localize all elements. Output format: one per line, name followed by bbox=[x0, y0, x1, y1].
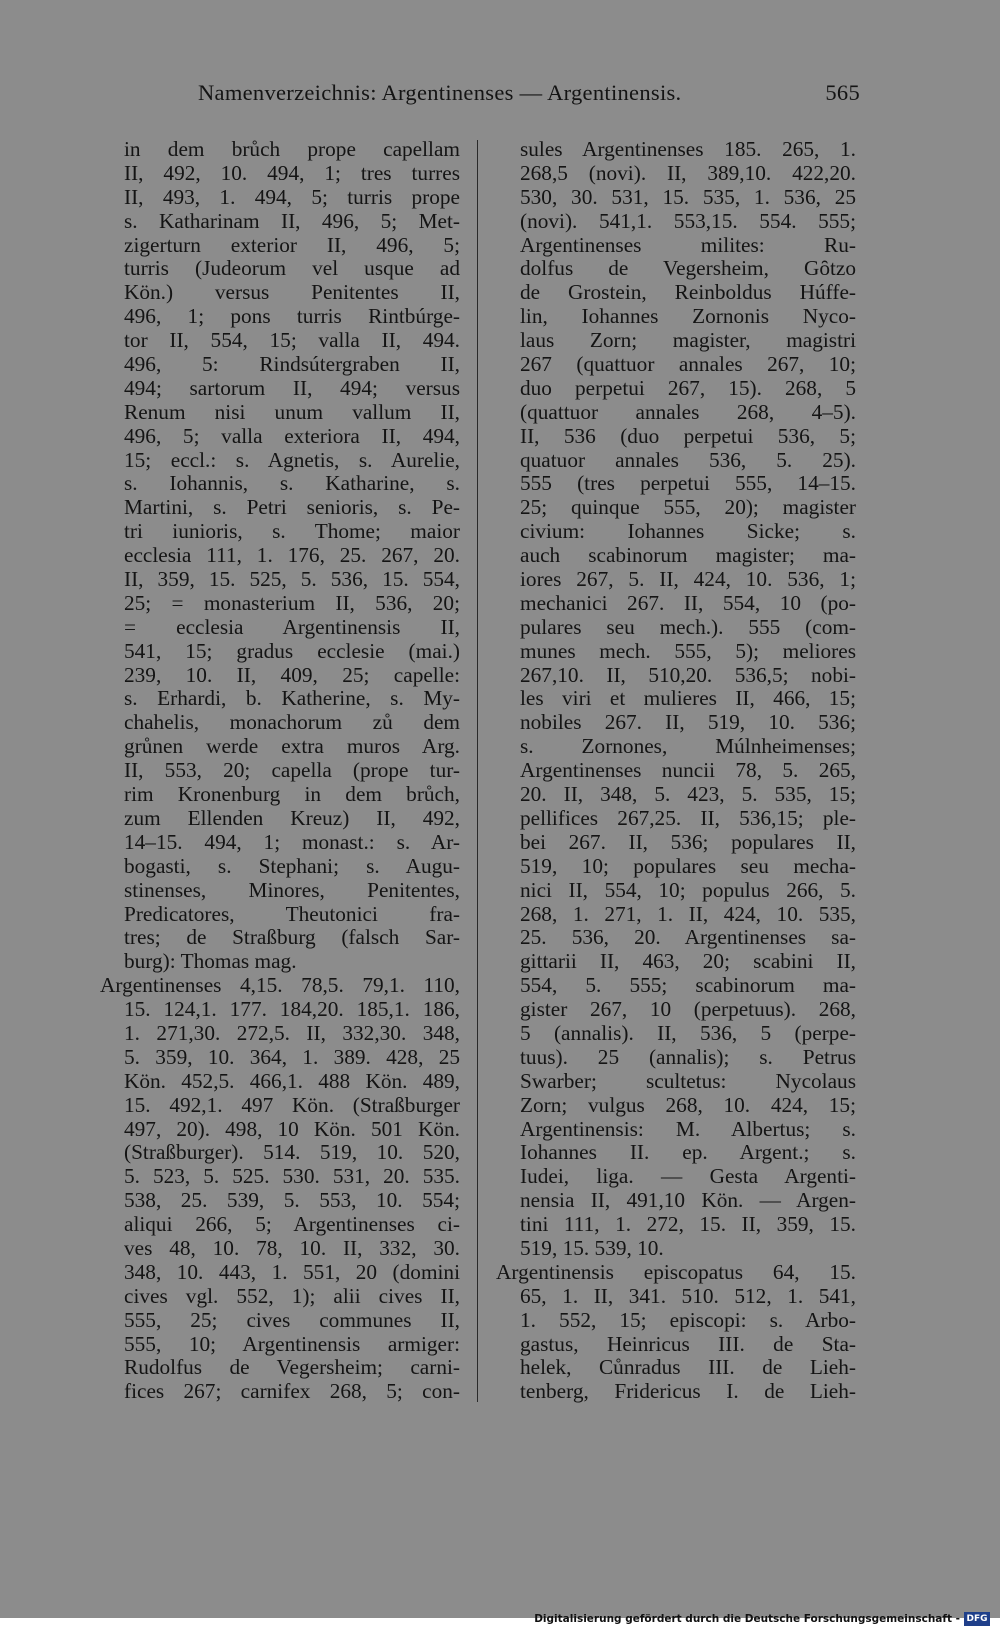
left-column-line: aliqui 266, 5; Argentinenses ci- bbox=[124, 1212, 460, 1237]
right-column-line: 267,10. II, 510,20. 536,5; nobi- bbox=[520, 662, 856, 687]
left-column-line: ecclesia 111, 1. 176, 25. 267, 20. bbox=[124, 543, 460, 568]
left-column-line: 541, 15; gradus ecclesie (mai.) bbox=[124, 638, 460, 663]
left-column-line: 15; eccl.: s. Agnetis, s. Aurelie, bbox=[124, 447, 460, 472]
right-column-line: sules Argentinenses 185. 265, 1. bbox=[520, 137, 856, 161]
left-column-line: 15. 492,1. 497 Kön. (Straßburger bbox=[124, 1092, 460, 1117]
right-column-line: nici II, 554, 10; populus 266, 5. bbox=[520, 877, 856, 902]
left-column-line: turris (Judeorum vel usque ad bbox=[124, 256, 460, 281]
right-column-line: 65, 1. II, 341. 510. 512, 1. 541, bbox=[520, 1283, 856, 1308]
left-column-line: Kön. 452,5. 466,1. 488 Kön. 489, bbox=[124, 1068, 460, 1093]
left-column-line: rim Kronenburg in dem brůch, bbox=[124, 782, 460, 807]
left-column-line: (Straßburger). 514. 519, 10. 520, bbox=[124, 1140, 460, 1165]
footer-text: Digitalisierung gefördert durch die Deutsche Forschungsgemeinschaft - bbox=[534, 1613, 960, 1625]
left-column-line: zum Ellenden Kreuz) II, 492, bbox=[124, 805, 460, 830]
left-column-line: 25; = monasterium II, 536, 20; bbox=[124, 590, 460, 615]
right-column-line: 25; quinque 555, 20); magister bbox=[520, 495, 856, 520]
right-column-line: Zorn; vulgus 268, 10. 424, 15; bbox=[520, 1092, 856, 1117]
left-column-line: grůnen werde extra muros Arg. bbox=[124, 734, 460, 759]
right-column-line: civium: Iohannes Sicke; s. bbox=[520, 519, 856, 544]
running-header bbox=[190, 80, 860, 110]
header-title: Namenverzeichnis: Argentinenses — Argentinensis. bbox=[198, 80, 682, 105]
left-column-line: II, 553, 20; capella (prope tur- bbox=[124, 758, 460, 783]
left-column-line: bogasti, s. Stephani; s. Augu- bbox=[124, 853, 460, 878]
right-column-line: II, 536 (duo perpetui 536, 5; bbox=[520, 423, 856, 448]
right-column-line: Argentinenses nuncii 78, 5. 265, bbox=[520, 758, 856, 783]
right-column-line: 519, 15. 539, 10. bbox=[520, 1235, 664, 1260]
left-column-line: 494; sartorum II, 494; versus bbox=[124, 375, 460, 400]
right-column-line: 1. 552, 15; episcopi: s. Arbo- bbox=[520, 1307, 856, 1332]
right-column-line: iores 267, 5. II, 424, 10. 536, 1; bbox=[520, 567, 856, 592]
left-column-line: Rudolfus de Vegersheim; carni- bbox=[124, 1355, 460, 1380]
right-column-line: helek, Cůnradus III. de Lieh- bbox=[520, 1355, 856, 1380]
left-column-line: 14–15. 494, 1; monast.: s. Ar- bbox=[124, 829, 460, 854]
left-column-line: 496, 5: Rindsútergraben II, bbox=[124, 352, 460, 377]
left-column-line: 496, 1; pons turris Rintbúrge- bbox=[124, 304, 460, 329]
right-column-line: tini 111, 1. 272, 15. II, 359, 15. bbox=[520, 1212, 856, 1237]
left-column-line: 5. 359, 10. 364, 1. 389. 428, 25 bbox=[124, 1044, 460, 1069]
right-column-line: quatuor annales 536, 5. 25). bbox=[520, 447, 856, 472]
right-column-line: munes mech. 555, 5); meliores bbox=[520, 638, 856, 663]
right-column-line: Iohannes II. ep. Argent.; s. bbox=[520, 1140, 856, 1165]
left-column-line: 15. 124,1. 177. 184,20. 185,1. 186, bbox=[124, 997, 460, 1022]
right-column-line: tenberg, Fridericus I. de Lieh- bbox=[520, 1379, 856, 1404]
left-column-line: Martini, s. Petri senioris, s. Pe- bbox=[124, 495, 460, 520]
left-column-line: chahelis, monachorum zů dem bbox=[124, 710, 460, 735]
left-column-line: tor II, 554, 15; valla II, 494. bbox=[124, 328, 460, 353]
right-column-line: gittarii II, 463, 20; scabini II, bbox=[520, 949, 856, 974]
left-column-line: stinenses, Minores, Penitentes, bbox=[124, 877, 460, 902]
right-column-line: 555 (tres perpetui 555, 14–15. bbox=[520, 471, 856, 496]
left-column-line: II, 359, 15. 525, 5. 536, 15. 554, bbox=[124, 567, 460, 592]
left-column-line: 497, 20). 498, 10 Kön. 501 Kön. bbox=[124, 1116, 460, 1141]
right-column-line: gastus, Heinricus III. de Sta- bbox=[520, 1331, 856, 1356]
right-column-line: pellifices 267,25. II, 536,15; ple- bbox=[520, 805, 856, 830]
right-column-line: nobiles 267. II, 519, 10. 536; bbox=[520, 710, 856, 735]
right-column-line: gister 267, 10 (perpetuus). 268, bbox=[520, 997, 856, 1022]
right-column-line: 530, 30. 531, 15. 535, 1. 536, 25 bbox=[520, 184, 856, 209]
left-column-line: zigerturn exterior II, 496, 5; bbox=[124, 232, 460, 257]
right-column-line: de Grostein, Reinboldus Húffe- bbox=[520, 280, 856, 305]
left-column-line: ves 48, 10. 78, 10. II, 332, 30. bbox=[124, 1235, 460, 1260]
left-column-line: 555, 10; Argentinensis armiger: bbox=[124, 1331, 460, 1356]
left-column-line: 555, 25; cives communes II, bbox=[124, 1307, 460, 1332]
right-column-line: 5 (annalis). II, 536, 5 (perpe- bbox=[520, 1020, 856, 1045]
right-column-line: tuus). 25 (annalis); s. Petrus bbox=[520, 1044, 856, 1069]
left-column-line: 1. 271,30. 272,5. II, 332,30. 348, bbox=[124, 1020, 460, 1045]
right-column-line: 20. II, 348, 5. 423, 5. 535, 15; bbox=[520, 782, 856, 807]
right-column-line: mechanici 267. II, 554, 10 (po- bbox=[520, 590, 856, 615]
left-column-line: s. Erhardi, b. Katherine, s. My- bbox=[124, 686, 460, 711]
right-column-line: dolfus de Vegersheim, Gȏtzo bbox=[520, 256, 856, 281]
right-column-line: bei 267. II, 536; populares II, bbox=[520, 829, 856, 854]
right-column-line: s. Zornones, Múlnheimenses; bbox=[520, 734, 856, 759]
right-column-line: (quattuor annales 268, 4–5). bbox=[520, 399, 856, 424]
right-column-line: les viri et mulieres II, 466, 15; bbox=[520, 686, 856, 711]
right-column-line: Iudei, liga. — Gesta Argenti- bbox=[520, 1164, 856, 1189]
right-column-line: laus Zorn; magister, magistri bbox=[520, 328, 856, 353]
left-column-line: tri iunioris, s. Thome; maior bbox=[124, 519, 460, 544]
left-column-line: Predicatores, Theutonici fra- bbox=[124, 901, 460, 926]
left-column-line: 538, 25. 539, 5. 553, 10. 554; bbox=[124, 1188, 460, 1213]
dfg-logo-icon: DFG bbox=[964, 1612, 990, 1626]
left-column-line: = ecclesia Argentinensis II, bbox=[124, 614, 460, 639]
right-column-line: 519, 10; populares seu mecha- bbox=[520, 853, 856, 878]
right-column-line: duo perpetui 267, 15). 268, 5 bbox=[520, 375, 856, 400]
right-column-line: 268,5 (novi). II, 389,10. 422,20. bbox=[520, 160, 856, 185]
left-column-line: Kön.) versus Penitentes II, bbox=[124, 280, 460, 305]
left-column-line: Argentinenses 4,15. 78,5. 79,1. 110, bbox=[100, 973, 460, 998]
right-column-line: nensia II, 491,10 Kön. — Argen- bbox=[520, 1188, 856, 1213]
left-column-line: cives vgl. 552, 1); alii cives II, bbox=[124, 1283, 460, 1308]
right-column bbox=[496, 137, 856, 1404]
left-column-line: Renum nisi unum vallum II, bbox=[124, 399, 460, 424]
left-column-line: in dem brůch prope capellam bbox=[124, 137, 460, 161]
left-column-line: s. Katharinam II, 496, 5; Met- bbox=[124, 208, 460, 233]
left-column-line: fices 267; carnifex 268, 5; con- bbox=[124, 1379, 460, 1404]
right-column-line: Argentinensis: M. Albertus; s. bbox=[520, 1116, 856, 1141]
left-column-line: II, 493, 1. 494, 5; turris prope bbox=[124, 184, 460, 209]
footer bbox=[534, 1612, 990, 1626]
left-column-line: 348, 10. 443, 1. 551, 20 (domini bbox=[124, 1259, 460, 1284]
left-column-line: s. Iohannis, s. Katharine, s. bbox=[124, 471, 460, 496]
right-column-line: (novi). 541,1. 553,15. 554. 555; bbox=[520, 208, 856, 233]
left-column-line: II, 492, 10. 494, 1; tres turres bbox=[124, 160, 460, 185]
right-column-line: pulares seu mech.). 555 (com- bbox=[520, 614, 856, 639]
right-column-line: 268, 1. 271, 1. II, 424, 10. 535, bbox=[520, 901, 856, 926]
left-column-line: 5. 523, 5. 525. 530. 531, 20. 535. bbox=[124, 1164, 460, 1189]
right-column-line: Argentinensis episcopatus 64, 15. bbox=[496, 1259, 856, 1284]
left-column-line: burg): Thomas mag. bbox=[124, 949, 297, 974]
left-column-line: 239, 10. II, 409, 25; capelle: bbox=[124, 662, 460, 687]
left-column-line: tres; de Straßburg (falsch Sar- bbox=[124, 925, 460, 950]
right-column-line: Swarber; scultetus: Nycolaus bbox=[520, 1068, 856, 1093]
right-column-line: 554, 5. 555; scabinorum ma- bbox=[520, 973, 856, 998]
right-column-line: lin, Iohannes Zornonis Nyco- bbox=[520, 304, 856, 329]
left-column-line: 496, 5; valla exteriora II, 494, bbox=[124, 423, 460, 448]
column-divider bbox=[477, 140, 478, 1402]
right-column-line: Argentinenses milites: Ru- bbox=[520, 232, 856, 257]
right-column-line: auch scabinorum magister; ma- bbox=[520, 543, 856, 568]
right-column-line: 267 (quattuor annales 267, 10; bbox=[520, 352, 856, 377]
right-column-line: 25. 536, 20. Argentinenses sa- bbox=[520, 925, 856, 950]
page-number: 565 bbox=[825, 80, 860, 105]
left-column bbox=[100, 137, 460, 1404]
